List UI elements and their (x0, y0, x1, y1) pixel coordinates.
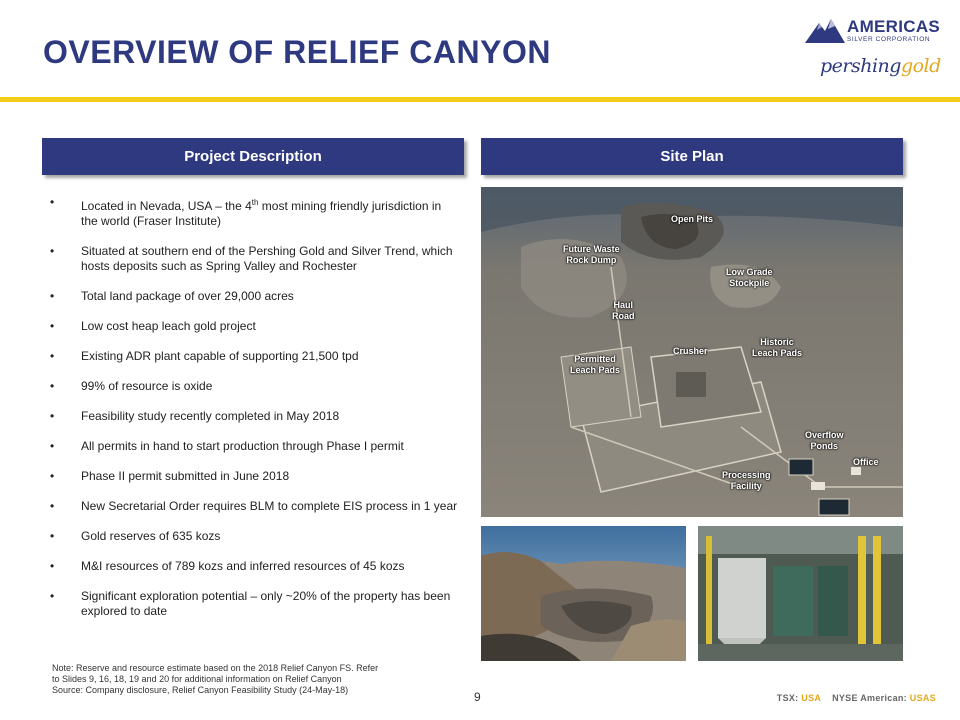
bullet-dot-icon: • (50, 529, 55, 543)
project-bullet-item (45, 319, 460, 334)
project-bullet-item (45, 499, 460, 514)
pershing-logo-part2: gold (900, 55, 941, 77)
processing-plant-photo (698, 526, 903, 661)
project-description-header (42, 138, 464, 175)
americas-logo-subtitle: SILVER CORPORATION (847, 36, 931, 43)
site-label-future-waste-rock-dump: Future Waste Rock Dump (563, 244, 620, 265)
footnote-source-line: Source: Company disclosure, Relief Canyon Feasibility Study (24-May-18) (52, 685, 349, 695)
bullet-dot-icon: • (50, 439, 55, 453)
bullet-text: Phase II permit submitted in June 2018 (81, 469, 290, 483)
bullet-text: Existing ADR plant capable of supporting 21,500 tpd (81, 349, 359, 363)
site-label-processing-facility: Processing Facility (722, 470, 771, 491)
slide-title: OVERVIEW OF RELIEF CANYON (43, 34, 551, 70)
site-label-haul-road: Haul Road (612, 300, 635, 321)
project-bullet-item (45, 409, 460, 424)
site-label-open-pits: Open Pits (671, 214, 714, 224)
project-bullet-item (45, 559, 460, 574)
project-description-header-label: Project Description (184, 148, 322, 165)
project-bullet-item (45, 195, 460, 229)
site-label-historic-leach-pads: Historic Leach Pads (752, 337, 803, 358)
site-plan-aerial-image (481, 187, 903, 517)
bullet-dot-icon: • (50, 409, 55, 423)
project-bullet-item (45, 589, 460, 619)
bullet-text: 99% of resource is oxide (81, 379, 213, 393)
header-divider (0, 97, 960, 102)
tsx-code: USA (801, 693, 821, 703)
site-label-permitted-leach-pads: Permitted Leach Pads (570, 354, 621, 375)
project-bullet-item (45, 529, 460, 544)
bullet-dot-icon: • (50, 349, 55, 363)
project-bullet-item (45, 289, 460, 304)
open-pit-photo (481, 526, 686, 661)
processing-plant-illustration (698, 526, 903, 661)
project-bullet-item (45, 439, 460, 454)
project-bullet-list (45, 195, 460, 634)
bullet-dot-icon: • (50, 244, 55, 258)
project-bullet-item (45, 349, 460, 364)
bullet-dot-icon: • (50, 499, 55, 513)
pershing-logo-part1: pershing (820, 55, 901, 77)
bullet-dot-icon: • (50, 589, 55, 603)
site-label-overflow-ponds: Overflow Ponds (805, 430, 844, 451)
bullet-dot-icon: • (50, 469, 55, 483)
footnote (52, 663, 462, 696)
project-bullet-item (45, 244, 460, 274)
bullet-dot-icon: • (50, 319, 55, 333)
mountain-icon (805, 17, 845, 43)
project-bullet-item (45, 469, 460, 484)
bullet-text: M&I resources of 789 kozs and inferred resources of 45 kozs (81, 559, 405, 573)
bullet-text-continued: most mining friendly jurisdiction in the world (Fraser Institute) (81, 199, 442, 228)
bullet-dot-icon: • (50, 379, 55, 393)
bullet-text: Located in Nevada, USA – the 4 (81, 199, 252, 213)
pershing-gold-logo (820, 55, 941, 77)
footnote-line: Note: Reserve and resource estimate based on the 2018 Relief Canyon FS. Refer (52, 663, 379, 673)
americas-logo-name: AMERICAS (847, 17, 941, 36)
bullet-text: Gold reserves of 635 kozs (81, 529, 221, 543)
site-plan-header (481, 138, 903, 175)
bullet-text: Significant exploration potential – only ~20% of the property has been explored to date (81, 589, 451, 618)
bullet-text: New Secretarial Order requires BLM to complete EIS process in 1 year (81, 499, 458, 513)
bullet-dot-icon: • (50, 559, 55, 573)
site-label-crusher: Crusher (673, 346, 708, 356)
bullet-text: Feasibility study recently completed in May 2018 (81, 409, 340, 423)
bullet-text: Total land package of over 29,000 acres (81, 289, 294, 303)
bullet-superscript: th (251, 198, 259, 207)
bullet-dot-icon: • (50, 289, 55, 303)
project-bullet-item (45, 379, 460, 394)
site-label-office: Office (853, 457, 879, 467)
bullet-text: Situated at southern end of the Pershing Gold and Silver Trend, which hosts deposits such as Spring Valley and Rochester (81, 244, 453, 273)
page-number: 9 (474, 690, 481, 704)
footnote-line: to Slides 9, 16, 18, 19 and 20 for additional information on Relief Canyon (52, 674, 342, 684)
site-plan-header-label: Site Plan (660, 148, 724, 165)
americas-silver-logo (805, 17, 940, 47)
bullet-text: All permits in hand to start production through Phase I permit (81, 439, 404, 453)
tsx-label: TSX: (776, 693, 799, 703)
bullet-text: Low cost heap leach gold project (81, 319, 256, 333)
nyse-label: NYSE American: (832, 693, 907, 703)
bullet-dot-icon: • (50, 195, 55, 209)
nyse-code: USAS (909, 693, 936, 703)
site-label-low-grade-stockpile: Low Grade Stockpile (726, 267, 773, 288)
stock-ticker (777, 693, 936, 703)
open-pit-illustration (481, 526, 686, 661)
